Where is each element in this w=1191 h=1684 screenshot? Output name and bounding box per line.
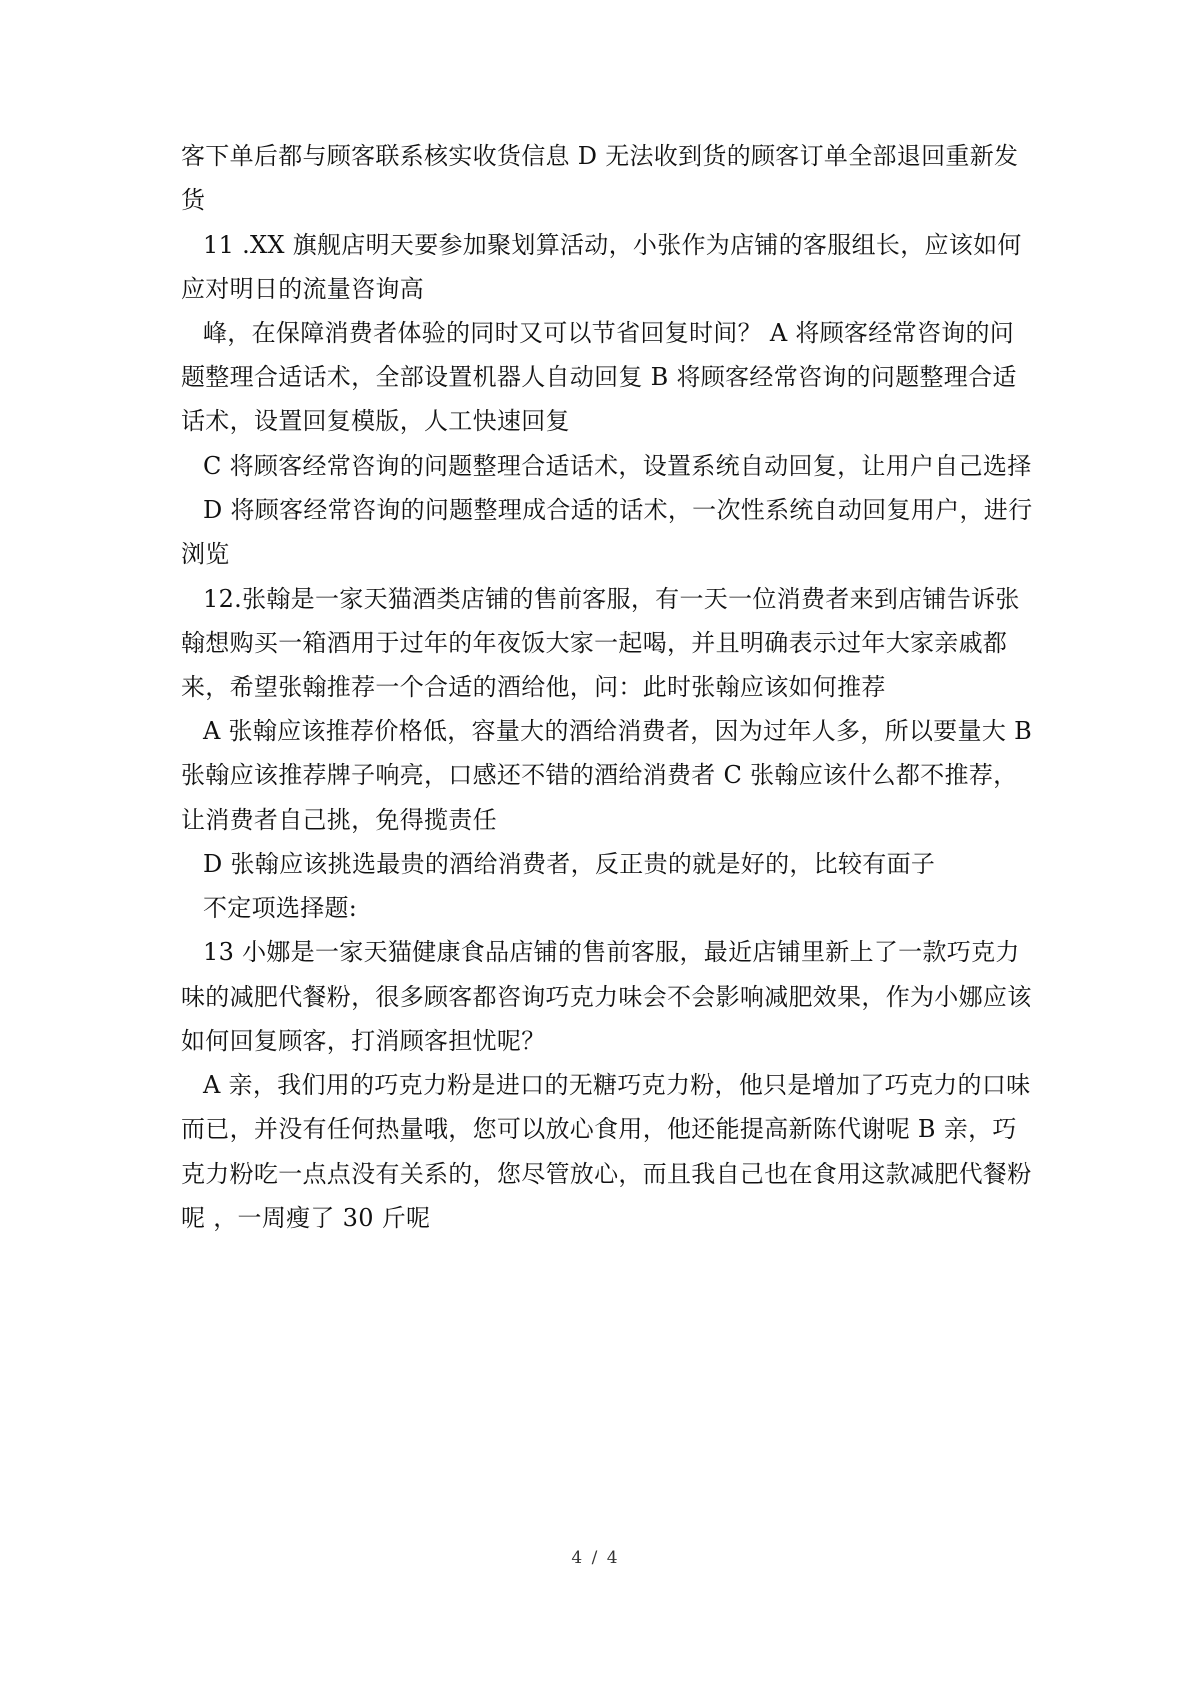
text-line: 来，希望张翰推荐一个合适的酒给他，问：此时张翰应该如何推荐 [181, 673, 886, 701]
text-line: 峰，在保障消费者体验的同时又可以节省回复时间？ A 将顾客经常咨询的问 [203, 319, 1015, 347]
text-line: 客下单后都与顾客联系核实收货信息 D 无法收到货的顾客订单全部退回重新发 [181, 142, 1019, 170]
text-line: 题整理合适话术，全部设置机器人自动回复 B 将顾客经常咨询的问题整理合适 [181, 363, 1017, 391]
text-line: 张翰应该推荐牌子响亮，口感还不错的酒给消费者 C 张翰应该什么都不推荐， [181, 761, 1018, 789]
text-line: 货 [181, 186, 206, 214]
question-11: 11 .XX 旗舰店明天要参加聚划算活动，小张作为店铺的客服组长，应该如何 [203, 231, 1022, 259]
text-line: 话术，设置回复模版，人工快速回复 [181, 407, 570, 435]
text-line: 让消费者自己挑，免得揽责任 [181, 806, 497, 834]
option-a: A 亲，我们用的巧克力粉是进口的无糖巧克力粉，他只是增加了巧克力的口味 [203, 1071, 1031, 1099]
option-c: C 将顾客经常咨询的问题整理合适话术，设置系统自动回复，让用户自己选择 [203, 452, 1032, 480]
text-line: 应对明日的流量咨询高 [181, 275, 424, 303]
text-line: 翰想购买一箱酒用于过年的年夜饭大家一起喝，并且明确表示过年大家亲戚都 [181, 629, 1008, 657]
text-line: 味的减肥代餐粉，很多顾客都咨询巧克力味会不会影响减肥效果，作为小娜应该 [181, 983, 1032, 1011]
text-line: 克力粉吃一点点没有关系的，您尽管放心，而且我自己也在食用这款减肥代餐粉 [181, 1160, 1032, 1188]
page-number: 4 / 4 [571, 1548, 620, 1568]
text-line: 浏览 [181, 540, 230, 568]
text-line: 而已，并没有任何热量哦，您可以放心食用，他还能提高新陈代谢呢 B 亲，巧 [181, 1115, 1017, 1143]
option-d: D 将顾客经常咨询的问题整理成合适的话术，一次性系统自动回复用户，进行 [203, 496, 1033, 524]
text-line: 呢 ，一周瘦了 30 斤呢 [181, 1204, 431, 1232]
text-line: 如何回复顾客，打消顾客担忧呢？ [181, 1027, 546, 1055]
question-12: 12.张翰是一家天猫酒类店铺的售前客服，有一天一位消费者来到店铺告诉张 [203, 585, 1020, 613]
section-heading: 不定项选择题: [203, 894, 358, 922]
option-d: D 张翰应该挑选最贵的酒给消费者，反正贵的就是好的，比较有面子 [203, 850, 936, 878]
option-a: A 张翰应该推荐价格低，容量大的酒给消费者，因为过年人多，所以要量大 B [203, 717, 1033, 745]
question-13: 13 小娜是一家天猫健康食品店铺的售前客服，最近店铺里新上了一款巧克力 [203, 938, 1020, 966]
